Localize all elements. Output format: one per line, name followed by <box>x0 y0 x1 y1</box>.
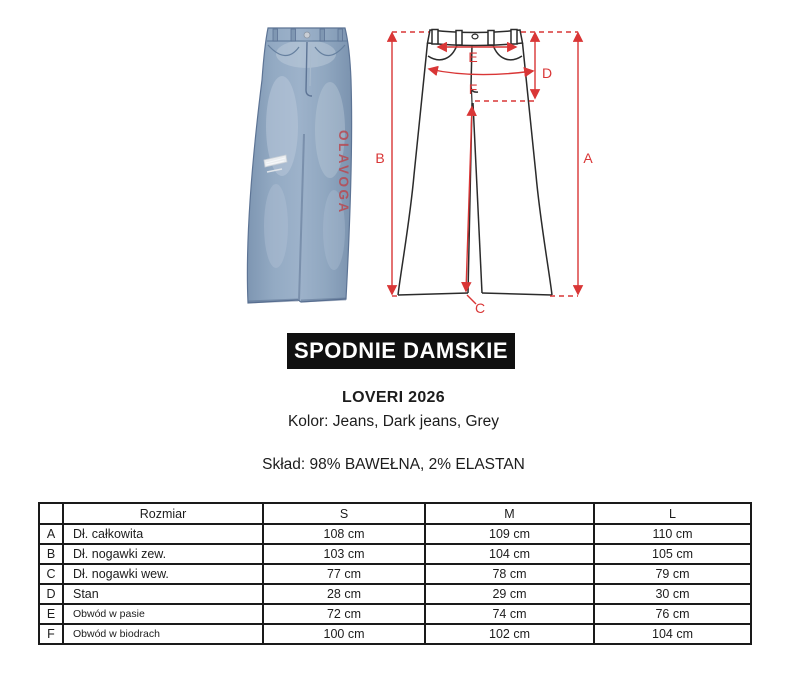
jeans-button <box>304 32 310 38</box>
row-label: Obwód w biodrach <box>63 624 263 644</box>
belt-loop <box>320 29 325 41</box>
value-s: 100 cm <box>263 624 425 644</box>
value-m: 78 cm <box>425 564 594 584</box>
table-row <box>39 544 751 564</box>
measurement-diagram <box>368 10 596 320</box>
row-label: Dł. całkowita <box>63 524 263 544</box>
row-key: C <box>39 564 63 584</box>
product-photo <box>238 14 374 310</box>
value-l: 105 cm <box>594 544 751 564</box>
belt-loop <box>291 29 296 41</box>
size-table-header-row <box>39 503 751 524</box>
table-row <box>39 524 751 544</box>
belt-loop <box>273 29 278 41</box>
value-m: 102 cm <box>425 624 594 644</box>
header-size-l: L <box>594 503 751 524</box>
row-key: E <box>39 604 63 624</box>
header-size-s: S <box>263 503 425 524</box>
row-key: A <box>39 524 63 544</box>
table-row <box>39 604 751 624</box>
value-l: 110 cm <box>594 524 751 544</box>
label-F: F <box>468 81 478 97</box>
value-m: 29 cm <box>425 584 594 604</box>
jeans-schematic <box>368 10 596 320</box>
label-E: E <box>468 49 478 65</box>
product-colors: Kolor: Jeans, Dark jeans, Grey <box>287 413 500 430</box>
value-s: 108 cm <box>263 524 425 544</box>
value-s: 28 cm <box>263 584 425 604</box>
value-l: 76 cm <box>594 604 751 624</box>
row-label: Dł. nogawki wew. <box>63 564 263 584</box>
header-size-m: M <box>425 503 594 524</box>
value-l: 30 cm <box>594 584 751 604</box>
value-s: 72 cm <box>263 604 425 624</box>
size-table <box>38 502 752 645</box>
row-label: Obwód w pasie <box>63 604 263 624</box>
header-rozmiar: Rozmiar <box>63 503 263 524</box>
header-key-cell <box>39 503 63 524</box>
product-model: LOVERI 2026 <box>342 389 445 406</box>
label-B: B <box>375 150 385 166</box>
row-key: D <box>39 584 63 604</box>
brand-print-text: OLAVOGA <box>336 130 351 215</box>
label-C: C <box>474 300 486 316</box>
measurement-labels <box>375 49 593 316</box>
belt-loop <box>338 29 343 41</box>
value-s: 103 cm <box>263 544 425 564</box>
label-A: A <box>583 150 593 166</box>
row-label: Stan <box>63 584 263 604</box>
row-label: Dł. nogawki zew. <box>63 544 263 564</box>
table-row <box>39 624 751 644</box>
product-title: SPODNIE DAMSKIE <box>293 338 509 363</box>
value-m: 74 cm <box>425 604 594 624</box>
value-m: 104 cm <box>425 544 594 564</box>
product-title-banner <box>287 333 515 369</box>
label-D: D <box>541 65 553 81</box>
jeans-outline <box>398 30 552 296</box>
value-l: 104 cm <box>594 624 751 644</box>
measure-F-arrow <box>429 69 533 75</box>
jeans-photo-illustration <box>238 14 374 310</box>
row-key: B <box>39 544 63 564</box>
table-row <box>39 584 751 604</box>
row-key: F <box>39 624 63 644</box>
value-s: 77 cm <box>263 564 425 584</box>
value-l: 79 cm <box>594 564 751 584</box>
product-composition: Skład: 98% BAWEŁNA, 2% ELASTAN <box>262 456 525 473</box>
value-m: 109 cm <box>425 524 594 544</box>
table-row <box>39 564 751 584</box>
